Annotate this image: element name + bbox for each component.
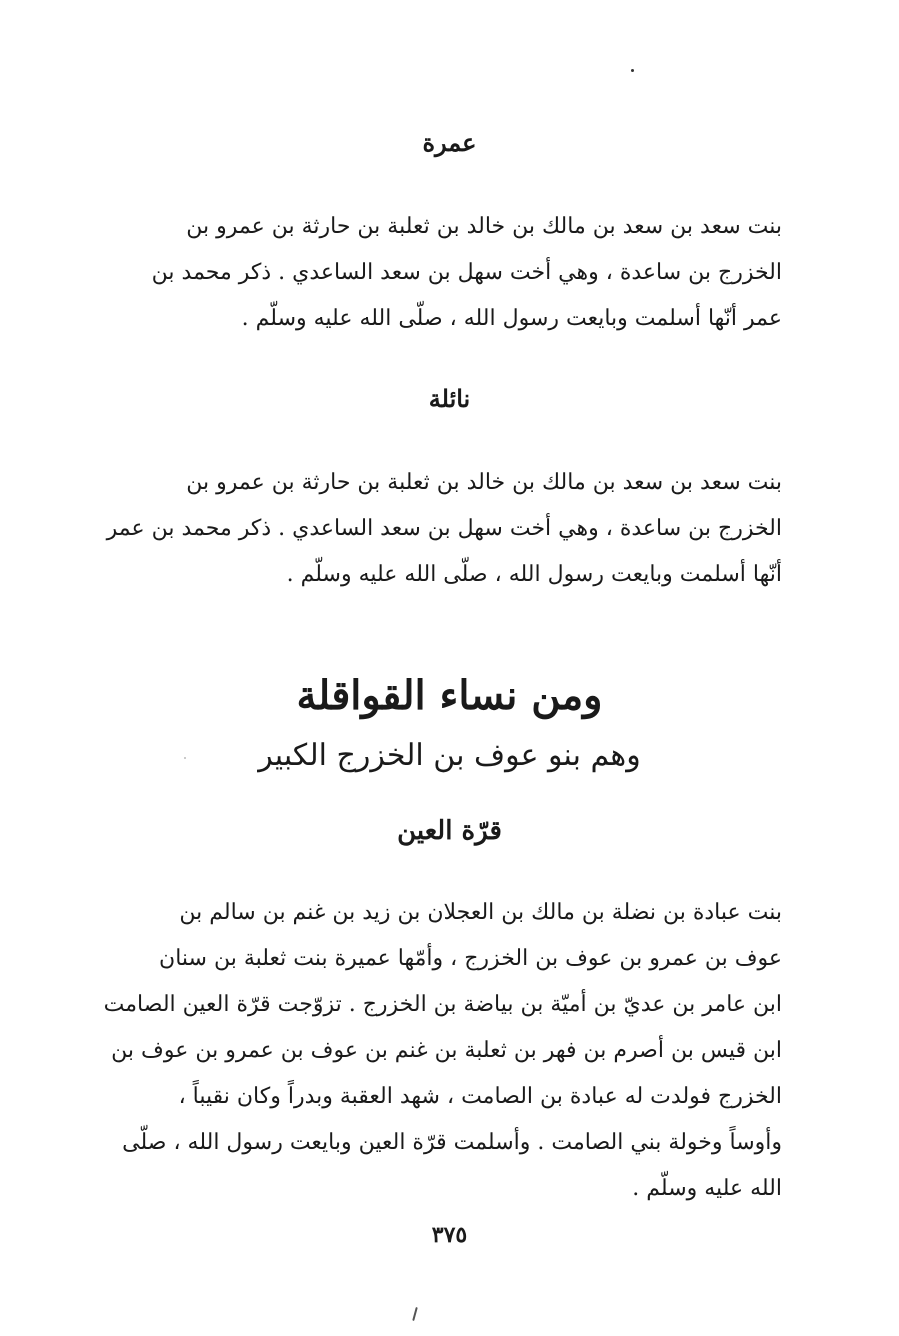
text-line: الله عليه وسلّم . xyxy=(632,1176,782,1201)
text-line: بنت سعد بن سعد بن مالك بن خالد بن ثعلبة بن حارثة بن عمرو بن xyxy=(186,214,782,239)
scan-mark xyxy=(412,1307,418,1321)
scan-speck xyxy=(184,757,186,759)
chapter-title: ومن نساء القواقلة xyxy=(296,672,603,719)
text-line: ابن عامر بن عديّ بن أميّة بن بياضة بن الخزرج . تزوّجت قرّة العين الصامت xyxy=(103,992,782,1017)
chapter-subtitle: وهم بنو عوف بن الخزرج الكبير xyxy=(258,738,641,773)
section-title-naila: نائلة xyxy=(428,384,471,413)
section-body-amra xyxy=(80,204,782,342)
section-body-naila xyxy=(80,460,782,598)
text-line: وأوساً وخولة بني الصامت . وأسلمت قرّة العين وبايعت رسول الله ، صلّى xyxy=(122,1130,782,1155)
entry-title: قرّة العين xyxy=(397,816,502,846)
text-line: أنّها أسلمت وبايعت رسول الله ، صلّى الله عليه وسلّم . xyxy=(286,562,782,587)
page-number: ٣٧٥ xyxy=(431,1222,468,1248)
text-line: ابن قيس بن أصرم بن فهر بن ثعلبة بن غنم بن عوف بن عمرو بن عوف بن xyxy=(111,1038,782,1063)
text-line: الخزرج بن ساعدة ، وهي أخت سهل بن سعد الساعدي . ذكر محمد بن xyxy=(151,260,782,285)
text-line: بنت سعد بن سعد بن مالك بن خالد بن ثعلبة بن حارثة بن عمرو بن xyxy=(186,470,782,495)
text-line: عمر أنّها أسلمت وبايعت رسول الله ، صلّى الله عليه وسلّم . xyxy=(241,306,782,331)
text-line: بنت عبادة بن نضلة بن مالك بن العجلان بن زيد بن غنم بن سالم بن xyxy=(179,900,782,925)
text-line: عوف بن عمرو بن عوف بن الخزرج ، وأمّها عميرة بنت ثعلبة بن سنان xyxy=(159,946,782,971)
section-title-amra: عمرة xyxy=(422,128,477,157)
text-line: الخزرج فولدت له عبادة بن الصامت ، شهد العقبة وبدراً وكان نقيباً ، xyxy=(178,1084,782,1109)
scan-speck xyxy=(631,69,634,72)
entry-body xyxy=(80,890,782,1212)
text-line: الخزرج بن ساعدة ، وهي أخت سهل بن سعد الساعدي . ذكر محمد بن عمر xyxy=(106,516,782,541)
